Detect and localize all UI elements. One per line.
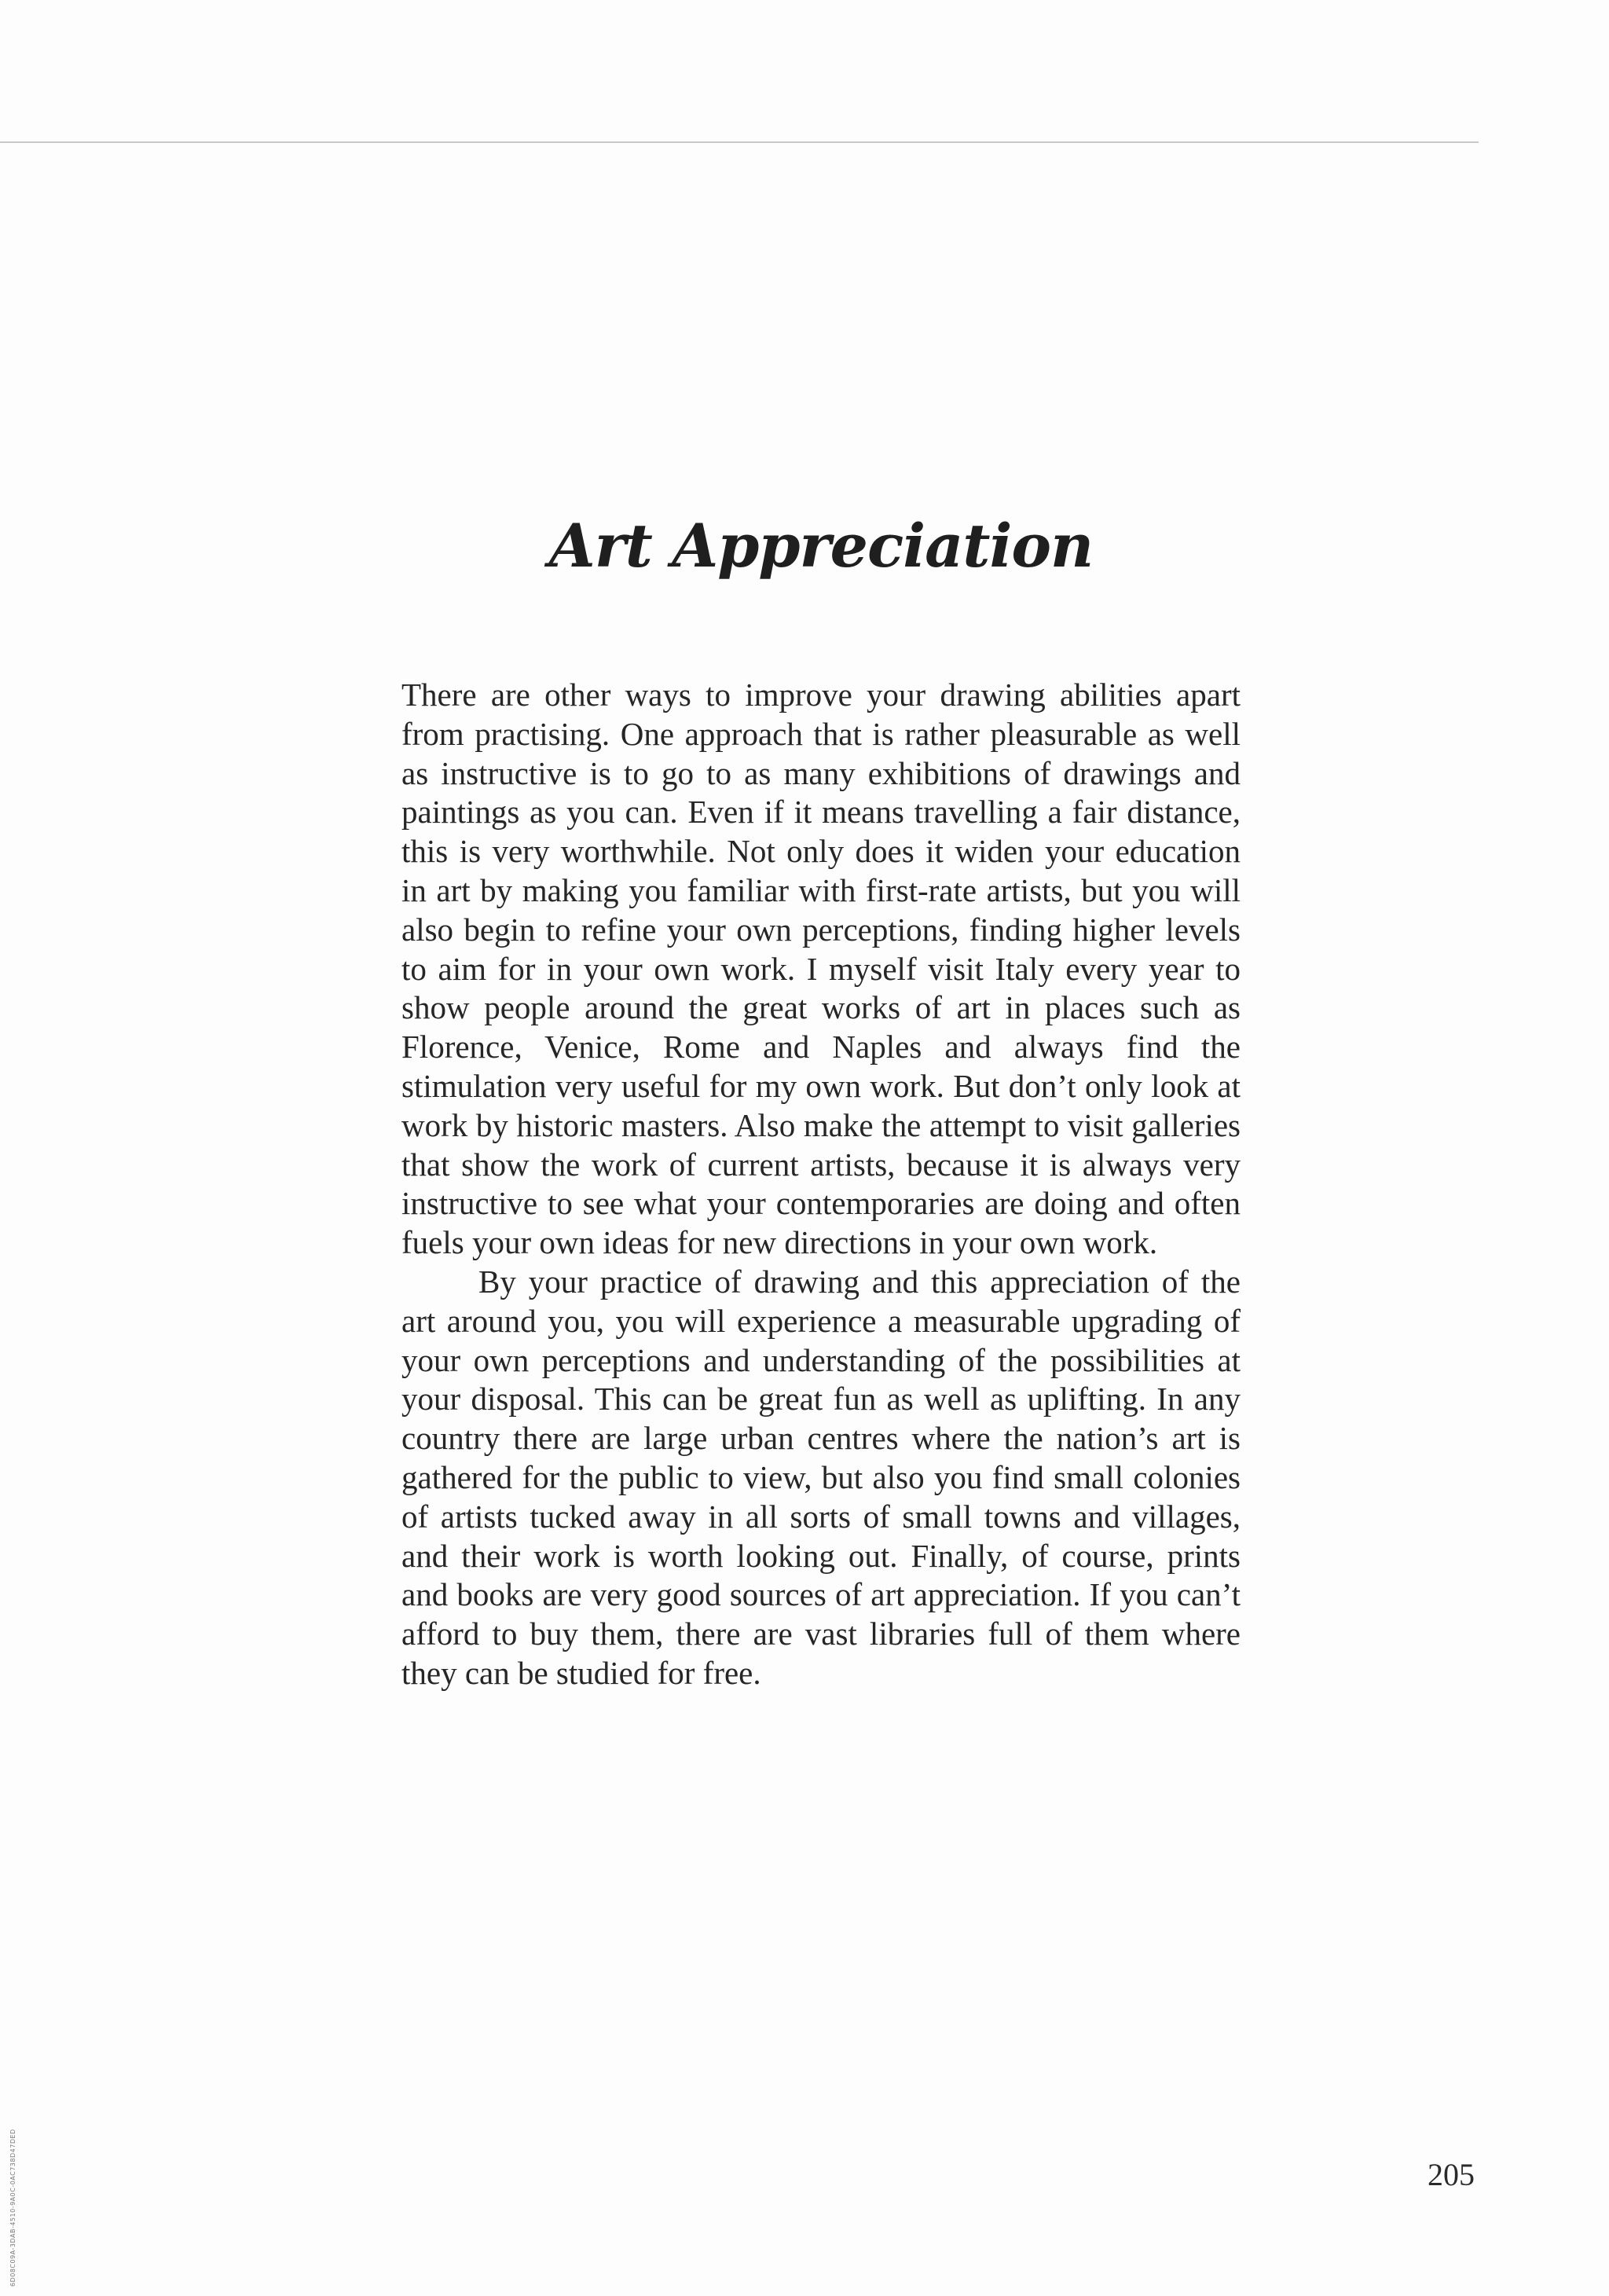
paragraph-1: There are other ways to improve your drawing abilities apart from practising. One approach that is rather pleasurable as well as instructive is to go to as many exhibitions of drawings and paintings as you can. Even if it means travelling a fair distance, this is very worthwhile. Not only does it widen your education in art by making you familiar with first-rate artists, but you will also begin to refine your own perceptions, finding higher levels to aim for in your own work. I myself visit Italy every year to show people around the great works of art in places such as Florence, Venice, Rome and Naples and always find the stimulation very useful for my own work. But don’t only look at work by historic masters. Also make the attempt to visit galleries that show the work of current artists, because it is always very instructive to see what your contemporaries are doing and often fuels your own ideas for new directions in your own work. [401, 677, 1241, 1261]
body-text [401, 676, 1241, 1693]
margin-identifier: 6D08C09A-3DAB-4510-9A0C-0AC738D47DED [9, 2129, 16, 2287]
paragraph-2: By your practice of drawing and this appreciation of the art around you, you will experience a measurable upgrading of your own perceptions and understanding of the possibilities at your disposal. This can be great fun as well as uplifting. In any country there are large urban centres where the nation’s art is gathered for the public to view, but also you find small colonies of artists tucked away in all sorts of small towns and villages, and their work is worth looking out. Finally, of course, prints and books are very good sources of art appreciation. If you can’t afford to buy them, there are vast libraries full of them where they can be studied for free. [401, 1263, 1241, 1691]
chapter-title: Art Appreciation [548, 511, 1094, 581]
page-number: 205 [1428, 2157, 1475, 2192]
header-rule [0, 141, 1479, 143]
